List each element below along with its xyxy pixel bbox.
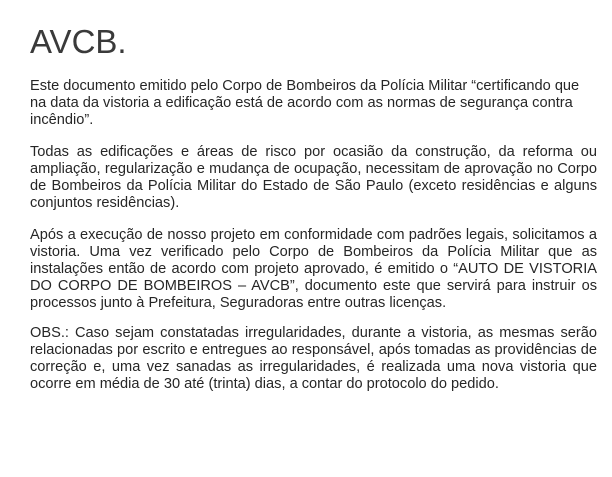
- paragraph-requirement: Todas as edificações e áreas de risco por ocasião da construção, da reforma ou ampliação, regularização e mudança de ocupação, necessitam de aprovação no Corpo de Bombeiros da Polícia Militar do Estado de São Paulo (exceto residências e alguns conjuntos residências).: [30, 144, 597, 211]
- paragraph-observation: OBS.: Caso sejam constatadas irregularidades, durante a vistoria, as mesmas serão relacionadas por escrito e entregues ao responsável, após tomadas as providências de correção e, uma vez sanadas as irregularidades, é realizada uma nova vistoria que ocorre em média de 30 até (trinta) dias, a contar do protocolo do pedido.: [30, 325, 597, 392]
- page-title: AVCB.: [30, 23, 127, 60]
- paragraph-definition: Este documento emitido pelo Corpo de Bombeiros da Polícia Militar “certificando que na data da vistoria a edificação está de acordo com as normas de segurança contra incêndio”.: [30, 78, 580, 128]
- document-page: [30, 22, 597, 393]
- paragraph-process: Após a execução de nosso projeto em conformidade com padrões legais, solicitamos a vistoria. Uma vez verificado pelo Corpo de Bombeiros da Polícia Militar que as instalações então de acordo com projeto aprovado, é emitido o “AUTO DE VISTORIA DO CORPO DE BOMBEIROS – AVCB”, documento este que servirá para instruir os processos junto à Prefeitura, Seguradoras entre outras licenças.: [30, 227, 597, 311]
